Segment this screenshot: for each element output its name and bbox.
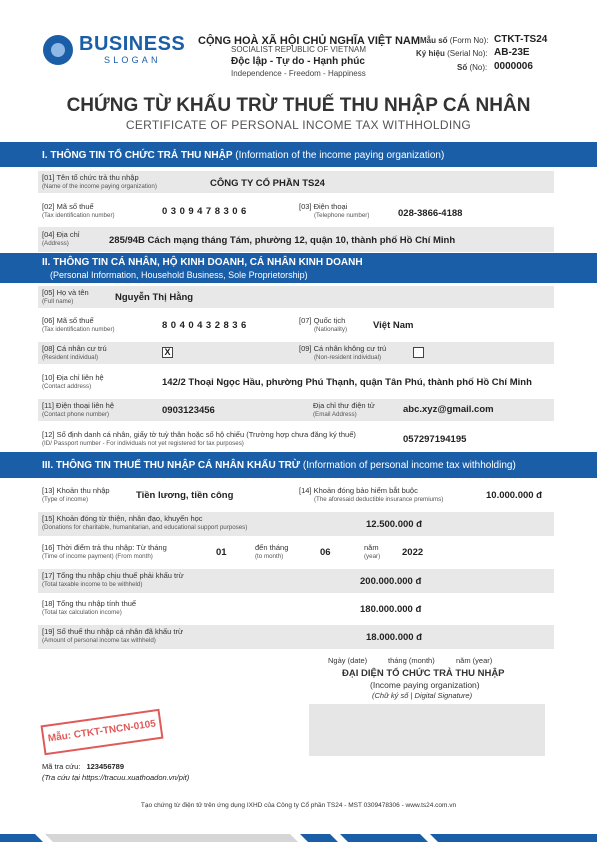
full-name-value: Nguyễn Thị Hằng [115,292,194,303]
field-10-row: [10] Địa chỉ liên hệ (Contact address) 142/2 Thoại Ngọc Hầu, phường Phú Thạnh, quận Tân Phú, thành phố Hồ Chí Minh [42,373,532,390]
donations-value: 12.500.000 đ [366,519,422,530]
logo-slogan: SLOGAN [104,55,161,65]
to-month-value: 06 [320,547,331,558]
insurance-value: 10.000.000 đ [486,490,542,501]
lookup-code: Mã tra cứu: 123456789 [42,762,125,771]
field-18-row: [18] Tổng thu nhập tính thuế (Total tax calculation income) 180.000.000 đ [42,599,422,616]
field-08-09-row: [08] Cá nhân cư trú (Resident individual) X [09] Cá nhân không cư trú (Non-resident individual) [38,342,554,364]
form-no-value: CTKT-TS24 [494,34,548,45]
contact-address-value: 142/2 Thoại Ngọc Hầu, phường Phú Thạnh, quận Tân Phú, thành phố Hồ Chí Minh [162,377,532,388]
field-04-row: [04] Địa chỉ (Address) 285/94B Cách mạng tháng Tám, phường 12, quận 10, thành phố Hồ Chí Minh [38,227,554,252]
section-1-header: I. THÔNG TIN TỔ CHỨC TRẢ THU NHẬP (Information of the income paying organization) [0,142,597,167]
non-resident-checkbox[interactable] [413,347,424,358]
signatory-title-en: (Income paying organization) [370,680,480,690]
document-title: CHỨNG TỪ KHẤU TRỪ THUẾ THU NHẬP CÁ NHÂN [66,95,531,116]
field-19-row: [19] Số thuế thu nhập cá nhân đã khấu trừ (Amount of personal income tax withheld) 18.000.000 đ [38,625,554,649]
serial-no-value: AB-23E [494,47,530,58]
org-phone-value: 028-3866-4188 [398,208,463,219]
sample-stamp: Mẫu: CTKT-TNCN-0105 [40,709,163,755]
sign-date-year: năm (year) [456,656,493,665]
from-month-value: 01 [216,547,227,558]
sign-date-month: tháng (month) [388,656,435,665]
section-2-header: II. THÔNG TIN CÁ NHÂN, HỘ KINH DOANH, CÁ NHÂN KINH DOANH (Personal Information, Household Business, Sole Proprietorship) [0,253,597,283]
logo-icon [43,35,73,65]
tax-withheld-value: 18.000.000 đ [366,632,422,643]
national-motto-en: Independence - Freedom - Happiness [231,69,366,78]
year-value: 2022 [402,547,424,558]
sign-date-day: Ngày (date) [328,656,368,665]
personal-tax-id-value: 8040432836 [162,320,250,331]
national-title-en: SOCIALIST REPUBLIC OF VIETNAM [231,45,366,54]
id-number-value: 057297194195 [403,434,467,445]
digital-signature-box [309,704,545,756]
income-type-value: Tiền lương, tiền công [136,490,234,501]
national-title: CỘNG HOÀ XÃ HỘI CHỦ NGHĨA VIỆT NAM [198,35,421,47]
doc-no-label: Số (No): [457,63,488,72]
field-13-14-row: [13] Khoản thu nhập (Type of income) Tiền lương, tiền công [14] Khoản đóng bảo hiểm bắt buộc (The aforesaid deductible insurance premiums) 10.000.000 đ [42,486,542,503]
resident-checkbox[interactable]: X [162,347,173,358]
lookup-url[interactable]: (Tra cứu tại https://tracuu.xuathoadon.vn/pit) [42,773,190,782]
calculation-income-value: 180.000.000 đ [360,604,422,615]
taxable-income-value: 200.000.000 đ [360,576,422,587]
email-value: abc.xyz@gmail.com [403,404,494,415]
section-3-header: III. THÔNG TIN THUẾ THU NHẬP CÁ NHÂN KHẤU TRỪ (Information of personal income tax withholding) [0,452,597,478]
field-17-row: [17] Tổng thu nhập chịu thuế phải khấu trừ (Total taxable income to be withheld) 200.000.000 đ [38,569,554,593]
contact-phone-value: 0903123456 [162,405,215,416]
form-no-label: Mẫu số (Form No): [420,36,489,45]
field-05-row: [05] Họ và tên (Full name) Nguyễn Thị Hằng [38,286,554,308]
field-16-row: [16] Thời điểm trả thu nhập: Từ tháng (Time of income payment) (From month) 01 đến tháng (to month) 06 năm (year) 2022 [42,543,424,560]
field-01-row: [01] Tên tổ chức trả thu nhập (Name of the income paying organization) CÔNG TY CỔ PHẦN TS24 [38,171,554,193]
field-06-07-row: [06] Mã số thuế (Tax identification number) 8040432836 [07] Quốc tịch (Nationality) Việt Nam [42,316,414,333]
signatory-title: ĐẠI DIỆN TỔ CHỨC TRẢ THU NHẬP [342,668,505,679]
nationality-value: Việt Nam [373,320,414,331]
bottom-stripe [0,822,597,842]
doc-no-value: 0000006 [494,61,533,72]
footer-text: Tạo chứng từ điện tử trên ứng dụng IXHD của Công ty Cổ phần TS24 - MST 0309478306 - www.ts24.com.vn [140,802,457,809]
national-motto: Độc lập - Tự do - Hạnh phúc [231,56,365,67]
field-12-row: [12] Số định danh cá nhân, giấy tờ tuỳ thân hoặc số hộ chiếu (Trường hợp chưa đăng ký thuế) (ID/ Passport number - For individuals not yet registered for tax purposes) 057297194195 [42,430,467,447]
digital-signature-note: (Chữ ký số | Digital Signature) [372,691,473,700]
field-15-row: [15] Khoản đóng từ thiện, nhân đạo, khuyến học (Donations for charitable, humanitarian, and educational support purposes) 12.500.000 đ [38,512,554,536]
serial-no-label: Ký hiệu (Serial No): [416,49,488,58]
field-02-03-row: [02] Mã số thuế (Tax identification number) 0309478306 [03] Điện thoại (Telephone number) 028-3866-4188 [42,202,463,219]
org-address-value: 285/94B Cách mạng tháng Tám, phường 12, quận 10, thành phố Hồ Chí Minh [109,235,456,246]
logo-name: BUSINESS [79,33,186,55]
field-11-row: [11] Điện thoại liên hệ (Contact phone number) 0903123456 Địa chỉ thư điện tử (Email Address) abc.xyz@gmail.com [38,399,554,421]
org-name-value: CÔNG TY CỔ PHẦN TS24 [210,178,325,189]
org-tax-id-value: 0309478306 [162,206,250,217]
document-subtitle: CERTIFICATE OF PERSONAL INCOME TAX WITHHOLDING [125,118,472,132]
